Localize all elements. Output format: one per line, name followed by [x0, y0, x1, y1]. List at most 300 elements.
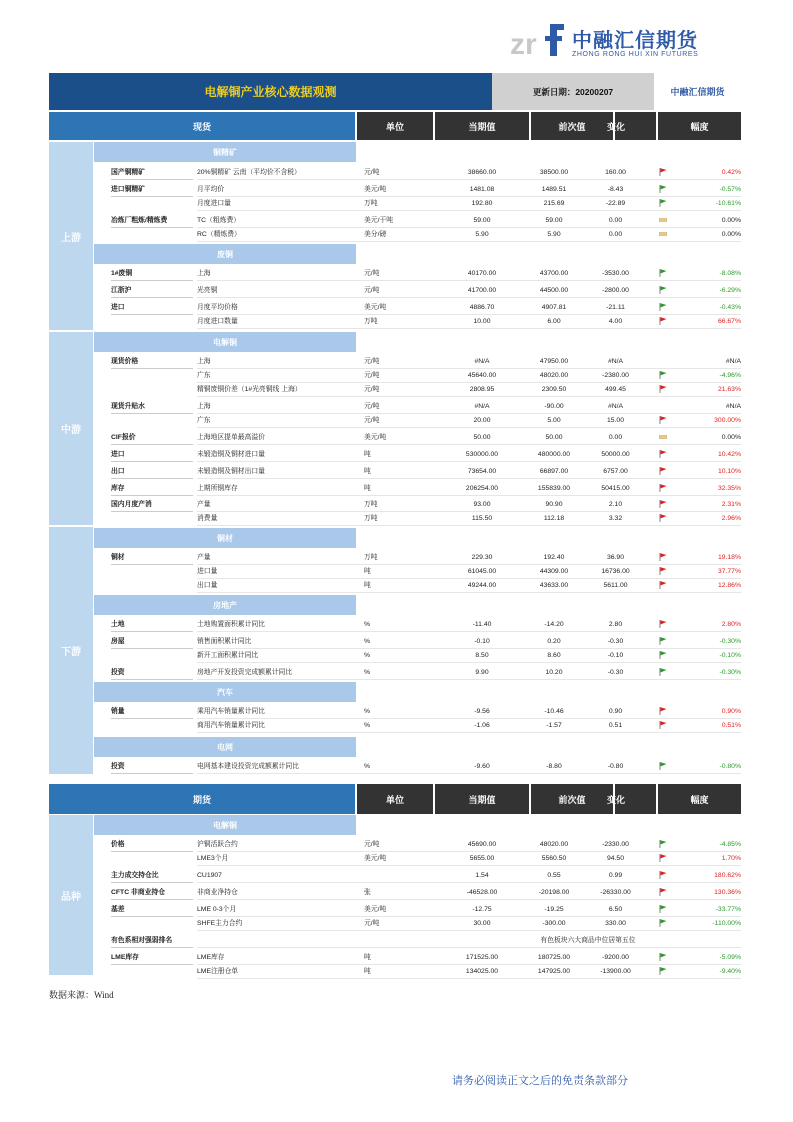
section-real-estate: 房地产 — [94, 595, 356, 615]
red-flag-icon — [659, 416, 667, 424]
row-pct: -4.96% — [719, 372, 741, 379]
row-cat: 价格 — [111, 841, 125, 848]
row-divider — [197, 773, 741, 774]
row-item: 房地产开发投资完成额累计同比 — [197, 669, 293, 676]
row-item: 土地购置面积累计同比 — [197, 621, 265, 628]
category-underline — [111, 495, 193, 496]
row-cat: 销量 — [111, 708, 125, 715]
red-flag-icon — [659, 581, 667, 589]
row-item: 乘用汽车销量累计同比 — [197, 708, 265, 715]
row-chg: 160.00 — [605, 169, 626, 176]
row-unit: 元/吨 — [364, 403, 380, 410]
mini-logo — [654, 73, 741, 110]
green-flag-icon — [659, 762, 667, 770]
row-cur: 530000.00 — [465, 451, 499, 458]
row-chg: 4.00 — [608, 318, 623, 325]
row-item: LME库存 — [197, 954, 225, 961]
row-prev: -1.57 — [546, 722, 562, 729]
row-unit: % — [364, 708, 371, 715]
row-chg: 2.10 — [608, 501, 623, 508]
row-prev: 5.90 — [547, 231, 561, 238]
row-divider — [197, 495, 741, 496]
row-pct: -0.30% — [719, 638, 741, 645]
row-prev: 44309.00 — [539, 568, 569, 575]
row-prev: 43700.00 — [539, 270, 569, 277]
col-change-label: 变化 — [606, 121, 625, 132]
futures-header: 期货 — [49, 784, 355, 814]
svg-text:zr: zr — [510, 28, 537, 60]
row-cur: -0.10 — [474, 638, 490, 645]
row-cur: 49244.00 — [467, 582, 497, 589]
row-cur: -9.60 — [474, 763, 490, 770]
row-item: 广东 — [197, 417, 211, 424]
row-chg: -0.30 — [607, 669, 624, 676]
disclaimer-footer: 请务必阅读正文之后的免责条款部分 — [452, 1075, 628, 1087]
row-unit: 万吨 — [364, 200, 378, 207]
row-unit: 张 — [364, 889, 371, 896]
row-unit: % — [364, 638, 371, 645]
row-prev: 48020.00 — [539, 841, 569, 848]
row-pct: 19.18% — [717, 554, 741, 561]
row-item: 未锻造铜及铜材出口量 — [197, 468, 265, 475]
row-cat: 投资 — [111, 669, 125, 676]
row-prev: -20198.00 — [538, 889, 570, 896]
row-pct: -110.00% — [712, 920, 741, 927]
row-pct: 10.42% — [717, 451, 741, 458]
row-cat: 冶炼厂粗炼/精炼费 — [111, 217, 168, 224]
row-pct: -6.29% — [719, 287, 741, 294]
row-divider — [197, 444, 741, 445]
row-unit: % — [364, 669, 371, 676]
row-item: 月度进口数量 — [197, 318, 238, 325]
category-underline — [111, 368, 193, 369]
row-chg: #N/A — [607, 403, 624, 410]
col-pct: 幅度 — [658, 112, 741, 140]
row-cur: 2808.95 — [469, 386, 495, 393]
row-pct: -0.43% — [719, 304, 741, 311]
row-prev: 6.00 — [547, 318, 561, 325]
row-cur: 192.80 — [471, 200, 493, 207]
row-unit: 美元/吨 — [364, 304, 387, 311]
col-unit: 单位 — [357, 112, 433, 140]
category-underline — [111, 314, 193, 315]
green-flag-icon — [659, 668, 667, 676]
fut-col-previous: 前次值 — [531, 784, 613, 814]
brand-logo — [510, 20, 750, 64]
row-cat: 基差 — [111, 906, 125, 913]
row-chg: -9200.00 — [602, 954, 629, 961]
row-divider — [197, 882, 741, 883]
row-prev: 44500.00 — [539, 287, 569, 294]
red-flag-icon — [659, 450, 667, 458]
row-prev: 有色板块六大商品中位居第五位 — [540, 937, 636, 944]
row-pct: 2.80% — [721, 621, 741, 628]
row-chg: -22.89 — [605, 200, 626, 207]
row-unit: 美元/吨 — [364, 855, 387, 862]
row-prev: -19.25 — [544, 906, 564, 913]
region-upstream: 上游 — [49, 142, 93, 330]
row-prev: 8.60 — [547, 652, 561, 659]
row-item: 月平均价 — [197, 186, 225, 193]
row-cur: -12.75 — [472, 906, 492, 913]
update-date: 更新日期：20200207 — [492, 73, 654, 110]
row-pct: #N/A — [725, 403, 741, 410]
row-chg: 94.50 — [606, 855, 624, 862]
row-unit: 吨 — [364, 968, 371, 975]
row-item: LME注册仓单 — [197, 968, 239, 975]
row-cur: 134025.00 — [465, 968, 499, 975]
red-flag-icon — [659, 467, 667, 475]
row-cur: 206254.00 — [465, 485, 499, 492]
fut-col-pct: 幅度 — [658, 784, 741, 814]
row-cur: 93.00 — [473, 501, 491, 508]
row-unit: 万吨 — [364, 501, 378, 508]
row-cur: 1481.08 — [469, 186, 495, 193]
row-chg: 0.00 — [608, 217, 623, 224]
row-divider — [197, 865, 741, 866]
row-chg: 50415.00 — [601, 485, 630, 492]
row-chg: -0.30 — [607, 638, 624, 645]
category-underline — [111, 413, 193, 414]
row-chg: 2.80 — [608, 621, 623, 628]
row-divider — [197, 396, 741, 397]
row-item: 电网基本建设投资完成额累计同比 — [197, 763, 299, 770]
row-cur: -11.40 — [472, 621, 492, 628]
zrf-logo-icon — [510, 20, 566, 60]
row-item: 非商业净持仓 — [197, 889, 238, 896]
row-pct: -9.40% — [719, 968, 741, 975]
row-cur: 50.00 — [473, 434, 491, 441]
row-item: 出口量 — [197, 582, 218, 589]
row-item: TC（粗炼费） — [197, 217, 241, 224]
row-cat: 主力成交持仓比 — [111, 872, 159, 879]
row-item: 精铜废铜价差（1#光亮铜线 上海） — [197, 386, 302, 393]
category-underline — [111, 564, 193, 565]
section-copper-material: 铜材 — [94, 528, 356, 548]
row-item: SHFE主力合约 — [197, 920, 243, 927]
row-cat: 土地 — [111, 621, 125, 628]
row-cat: 1#废铜 — [111, 270, 133, 277]
brand-name: 中融汇信期货 — [572, 30, 698, 52]
row-cat: 进口 — [111, 451, 125, 458]
row-divider — [197, 978, 741, 979]
row-item: CU1907 — [197, 872, 222, 879]
row-chg: -0.80 — [607, 763, 624, 770]
region-variety: 品种 — [49, 815, 93, 975]
col-current: 当期值 — [435, 112, 529, 140]
red-flag-icon — [659, 317, 667, 325]
row-prev: 5560.50 — [541, 855, 567, 862]
green-flag-icon — [659, 967, 667, 975]
row-unit: 元/吨 — [364, 287, 380, 294]
red-flag-icon — [659, 888, 667, 896]
row-chg: 15.00 — [606, 417, 624, 424]
row-item: RC（精炼费） — [197, 231, 241, 238]
row-cur: 115.50 — [471, 515, 493, 522]
section-auto: 汽车 — [94, 682, 356, 702]
row-unit: 吨 — [364, 954, 371, 961]
green-flag-icon — [659, 269, 667, 277]
row-cur: 1.54 — [475, 872, 489, 879]
row-prev: 215.69 — [543, 200, 565, 207]
red-flag-icon — [659, 871, 667, 879]
row-unit: 美元/吨 — [364, 186, 387, 193]
mini-logo-text: 中融汇信期货 — [670, 87, 725, 97]
row-cur: -9.56 — [474, 708, 490, 715]
row-divider — [197, 280, 741, 281]
col-previous: 前次值 — [531, 112, 613, 140]
row-item: 产量 — [197, 554, 211, 561]
green-flag-icon — [659, 905, 667, 913]
row-prev: 480000.00 — [537, 451, 571, 458]
row-pct: -5.09% — [719, 954, 741, 961]
row-prev: 2309.50 — [541, 386, 567, 393]
green-flag-icon — [659, 840, 667, 848]
row-unit: 元/吨 — [364, 358, 380, 365]
category-underline — [111, 851, 193, 852]
row-pct: -0.10% — [719, 652, 741, 659]
row-chg: -2380.00 — [602, 372, 629, 379]
row-unit: 元/吨 — [364, 372, 380, 379]
row-item: 上期所铜库存 — [197, 485, 238, 492]
green-flag-icon — [659, 185, 667, 193]
row-item: 沪铜活跃合约 — [197, 841, 238, 848]
row-pct: 0.90% — [721, 708, 741, 715]
row-pct: 21.63% — [717, 386, 741, 393]
category-underline — [111, 964, 193, 965]
row-unit: 元/吨 — [364, 417, 380, 424]
row-chg: 0.90 — [608, 708, 623, 715]
row-pct: 2.31% — [721, 501, 741, 508]
row-divider — [197, 179, 741, 180]
row-prev: 155839.00 — [537, 485, 571, 492]
row-item: 销售面积累计同比 — [197, 638, 252, 645]
red-flag-icon — [659, 514, 667, 522]
row-cat: CIF报价 — [111, 434, 136, 441]
row-item: 消费量 — [197, 515, 218, 522]
fut-col-current: 当期值 — [435, 784, 529, 814]
section-scrap: 废铜 — [94, 244, 356, 264]
green-flag-icon — [659, 371, 667, 379]
row-cur: -46528.00 — [466, 889, 498, 896]
category-underline — [111, 947, 193, 948]
row-cur: 41700.00 — [467, 287, 497, 294]
row-unit: 元/吨 — [364, 169, 380, 176]
row-chg: 0.00 — [608, 434, 623, 441]
region-midstream: 中游 — [49, 332, 93, 525]
row-chg: 6.50 — [608, 906, 623, 913]
data-source: 数据来源：Wind — [49, 990, 114, 1000]
green-flag-icon — [659, 199, 667, 207]
category-underline — [111, 297, 193, 298]
row-divider — [197, 461, 741, 462]
row-item: 月度平均价格 — [197, 304, 238, 311]
row-item: 月度进口量 — [197, 200, 231, 207]
row-unit: 吨 — [364, 582, 371, 589]
row-unit: 元/吨 — [364, 920, 380, 927]
flat-indicator-icon — [659, 230, 667, 238]
row-pct: #N/A — [725, 358, 741, 365]
row-chg: 499.45 — [605, 386, 626, 393]
green-flag-icon — [659, 919, 667, 927]
row-prev: 0.55 — [547, 872, 561, 879]
row-cat: 国产铜精矿 — [111, 169, 145, 176]
row-divider — [197, 427, 741, 428]
row-unit: 元/吨 — [364, 386, 380, 393]
row-chg: -8.43 — [607, 186, 624, 193]
row-chg: 0.51 — [608, 722, 623, 729]
row-prev: 1489.51 — [541, 186, 567, 193]
fut-col-change-label: 变化 — [606, 794, 625, 805]
row-prev: 48020.00 — [539, 372, 569, 379]
row-item: 光亮铜 — [197, 287, 218, 294]
row-chg: -3530.00 — [602, 270, 629, 277]
row-divider — [197, 525, 741, 526]
row-divider — [197, 930, 741, 931]
category-underline — [111, 773, 193, 774]
row-cat: 投资 — [111, 763, 125, 770]
red-flag-icon — [659, 484, 667, 492]
row-prev: -8.80 — [546, 763, 562, 770]
red-flag-icon — [659, 553, 667, 561]
row-pct: 66.67% — [717, 318, 741, 325]
row-pct: 12.86% — [717, 582, 741, 589]
red-flag-icon — [659, 168, 667, 176]
row-chg — [569, 934, 662, 947]
row-chg: 36.90 — [606, 554, 624, 561]
row-pct: -8.08% — [719, 270, 741, 277]
row-unit: 万吨 — [364, 318, 378, 325]
row-cat: CFTC 非商业持仓 — [111, 889, 165, 896]
row-unit: 元/吨 — [364, 270, 380, 277]
row-divider — [197, 662, 741, 663]
row-prev: 38500.00 — [539, 169, 569, 176]
row-pct: 0.00% — [721, 217, 741, 224]
row-prev: 43633.00 — [539, 582, 569, 589]
row-chg: 0.99 — [608, 872, 623, 879]
red-flag-icon — [659, 385, 667, 393]
category-underline — [111, 679, 193, 680]
row-cur: 45690.00 — [467, 841, 497, 848]
row-unit: 万吨 — [364, 515, 378, 522]
row-cur: 9.90 — [475, 669, 489, 676]
section-concentrate: 铜精矿 — [94, 142, 356, 162]
row-prev: -14.20 — [544, 621, 564, 628]
green-flag-icon — [659, 286, 667, 294]
red-flag-icon — [659, 707, 667, 715]
flat-indicator-icon — [659, 216, 667, 224]
red-flag-icon — [659, 500, 667, 508]
row-cur: 4886.70 — [469, 304, 495, 311]
row-cur: 61045.00 — [467, 568, 497, 575]
category-underline — [111, 648, 193, 649]
row-unit: 美元/吨 — [364, 906, 387, 913]
row-cur: 8.50 — [475, 652, 489, 659]
row-item: 上海 — [197, 270, 211, 277]
red-flag-icon — [659, 854, 667, 862]
row-prev: 112.18 — [543, 515, 565, 522]
section-electrolytic: 电解铜 — [94, 332, 356, 352]
spot-header: 现货 — [49, 112, 355, 140]
row-pct: 1.70% — [721, 855, 741, 862]
green-flag-icon — [659, 637, 667, 645]
row-cur: 20.00 — [473, 417, 491, 424]
row-cat: 江浙沪 — [111, 287, 132, 294]
row-cur: 229.30 — [471, 554, 493, 561]
row-pct: 0.00% — [721, 231, 741, 238]
row-unit: 万吨 — [364, 554, 378, 561]
category-underline — [111, 718, 193, 719]
row-prev: -90.00 — [544, 403, 564, 410]
green-flag-icon — [659, 651, 667, 659]
row-item: 20%铜精矿 云南（平均价不含税） — [197, 169, 301, 176]
row-cur: 30.00 — [473, 920, 491, 927]
category-underline — [111, 631, 193, 632]
row-item: 广东 — [197, 372, 211, 379]
green-flag-icon — [659, 953, 667, 961]
row-divider — [197, 241, 741, 242]
region-downstream: 下游 — [49, 527, 93, 774]
row-item: 上海地区提单最高溢价 — [197, 434, 265, 441]
row-unit: 吨 — [364, 451, 371, 458]
row-cur: 5655.00 — [469, 855, 495, 862]
row-prev: 10.20 — [545, 669, 563, 676]
row-unit: % — [364, 722, 371, 729]
row-pct: 300.00% — [714, 417, 741, 424]
row-divider — [197, 679, 741, 680]
row-item: LME3个月 — [197, 855, 229, 862]
row-item: 产量 — [197, 501, 211, 508]
row-divider — [197, 478, 741, 479]
row-unit: 美元/干吨 — [364, 217, 394, 224]
row-unit: 美元/吨 — [364, 434, 387, 441]
row-cur: 171525.00 — [465, 954, 499, 961]
row-prev: 90.90 — [545, 501, 563, 508]
row-prev: 66897.00 — [539, 468, 569, 475]
flat-indicator-icon — [659, 433, 667, 441]
row-cat: 进口铜精矿 — [111, 186, 145, 193]
row-chg: -13900.00 — [600, 968, 631, 975]
row-cur: -1.06 — [474, 722, 490, 729]
row-unit: 吨 — [364, 485, 371, 492]
row-item: 上海 — [197, 403, 211, 410]
row-chg: 3.32 — [608, 515, 623, 522]
row-cur: #N/A — [474, 403, 490, 410]
row-pct: -0.30% — [719, 669, 741, 676]
row-cat: 出口 — [111, 468, 125, 475]
row-chg: -26330.00 — [600, 889, 631, 896]
row-cat: 有色系相对强弱排名 — [111, 937, 173, 944]
row-pct — [659, 934, 741, 947]
row-pct: -33.77% — [715, 906, 741, 913]
row-cat: 现货升贴水 — [111, 403, 145, 410]
row-item: LME 0-3个月 — [197, 906, 237, 913]
row-cat: 铜材 — [111, 554, 125, 561]
row-prev: -10.46 — [544, 708, 564, 715]
row-item: 未锻造铜及铜材进口量 — [197, 451, 265, 458]
red-flag-icon — [659, 620, 667, 628]
row-pct: 0.00% — [721, 434, 741, 441]
table-title: 电解铜产业核心数据观测 — [49, 73, 492, 110]
row-chg: -2330.00 — [602, 841, 629, 848]
row-cur: 45640.00 — [467, 372, 497, 379]
category-underline — [111, 511, 193, 512]
row-cur: 38660.00 — [467, 169, 497, 176]
section-futures-electrolytic: 电解铜 — [94, 815, 356, 835]
category-underline — [111, 461, 193, 462]
category-underline — [111, 179, 193, 180]
row-divider — [197, 732, 741, 733]
